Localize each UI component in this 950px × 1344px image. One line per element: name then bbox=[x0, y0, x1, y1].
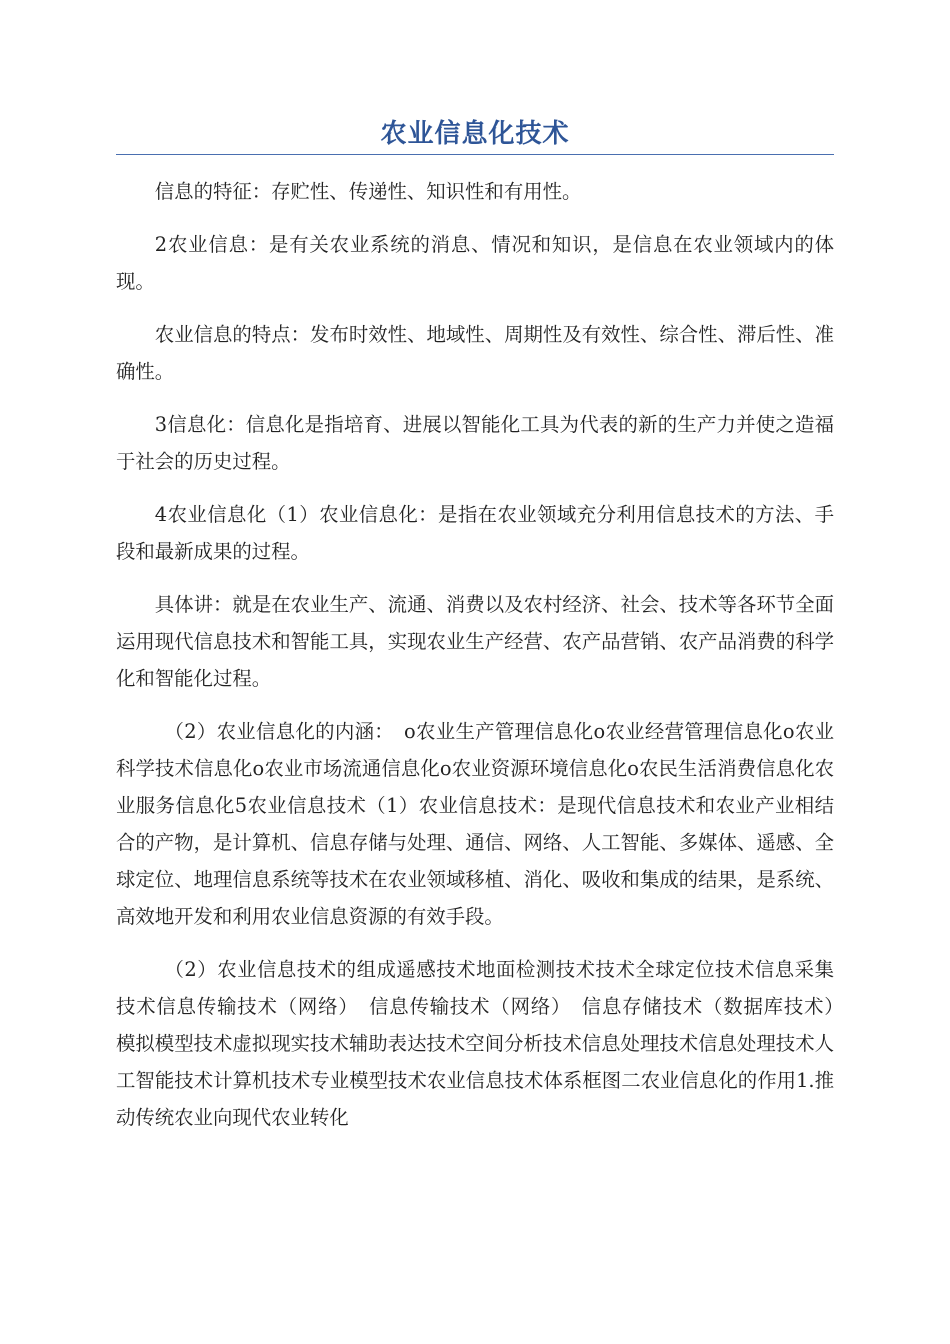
document-title: 农业信息化技术 bbox=[380, 119, 570, 149]
paragraph-tech-components: （2）农业信息技术的组成遥感技术地面检测技术技术全球定位技术信息采集技术信息传输技术（网络） 信息传输技术（网络） 信息存储技术（数据库技术） 模拟模型技术虚拟现实技术辅助表达技术空间分析技术信息处理技术信息处理技术人工智能技术计算机技术专业模型技术农业信息技术体系框图二农业信息化的作用1.推动传统农业向现代农业转化 bbox=[116, 958, 854, 1129]
document-page bbox=[116, 0, 854, 1152]
paragraph-connotation-and-tech: （2）农业信息化的内涵： o农业生产管理信息化o农业经营管理信息化o农业科学技术信息化o农业市场流通信息化o农业资源环境信息化o农民生活消费信息化农业服务信息化5农业信息技术（1）农业信息技术：是现代信息技术和农业产业相结合的产物，是计算机、信息存储与处理、通信、网络、人工智能、多媒体、遥感、全球定位、地理信息系统等技术在农业领域移植、消化、吸收和集成的结果，是系统、高效地开发和利用农业信息资源的有效手段。 bbox=[116, 720, 834, 928]
paragraph-informatization-definition: 3信息化：信息化是指培育、进展以智能化工具为代表的新的生产力并使之造福于社会的历史过程。 bbox=[116, 413, 834, 473]
title-underline bbox=[116, 154, 834, 155]
paragraph-agri-info-definition: 2农业信息：是有关农业系统的消息、情况和知识，是信息在农业领域内的体现。 bbox=[116, 233, 834, 293]
paragraph-agri-info-traits: 农业信息的特点：发布时效性、地域性、周期性及有效性、综合性、滞后性、准确性。 bbox=[116, 323, 834, 383]
paragraph-info-features: 信息的特征：存贮性、传递性、知识性和有用性。 bbox=[154, 180, 582, 203]
paragraph-specifics: 具体讲：就是在农业生产、流通、消费以及农村经济、社会、技术等各环节全面运用现代信息技术和智能工具，实现农业生产经营、农产品营销、农产品消费的科学化和智能化过程。 bbox=[116, 593, 834, 690]
paragraph-agri-informatization: 4农业信息化（1）农业信息化：是指在农业领域充分利用信息技术的方法、手段和最新成果的过程。 bbox=[116, 503, 834, 563]
